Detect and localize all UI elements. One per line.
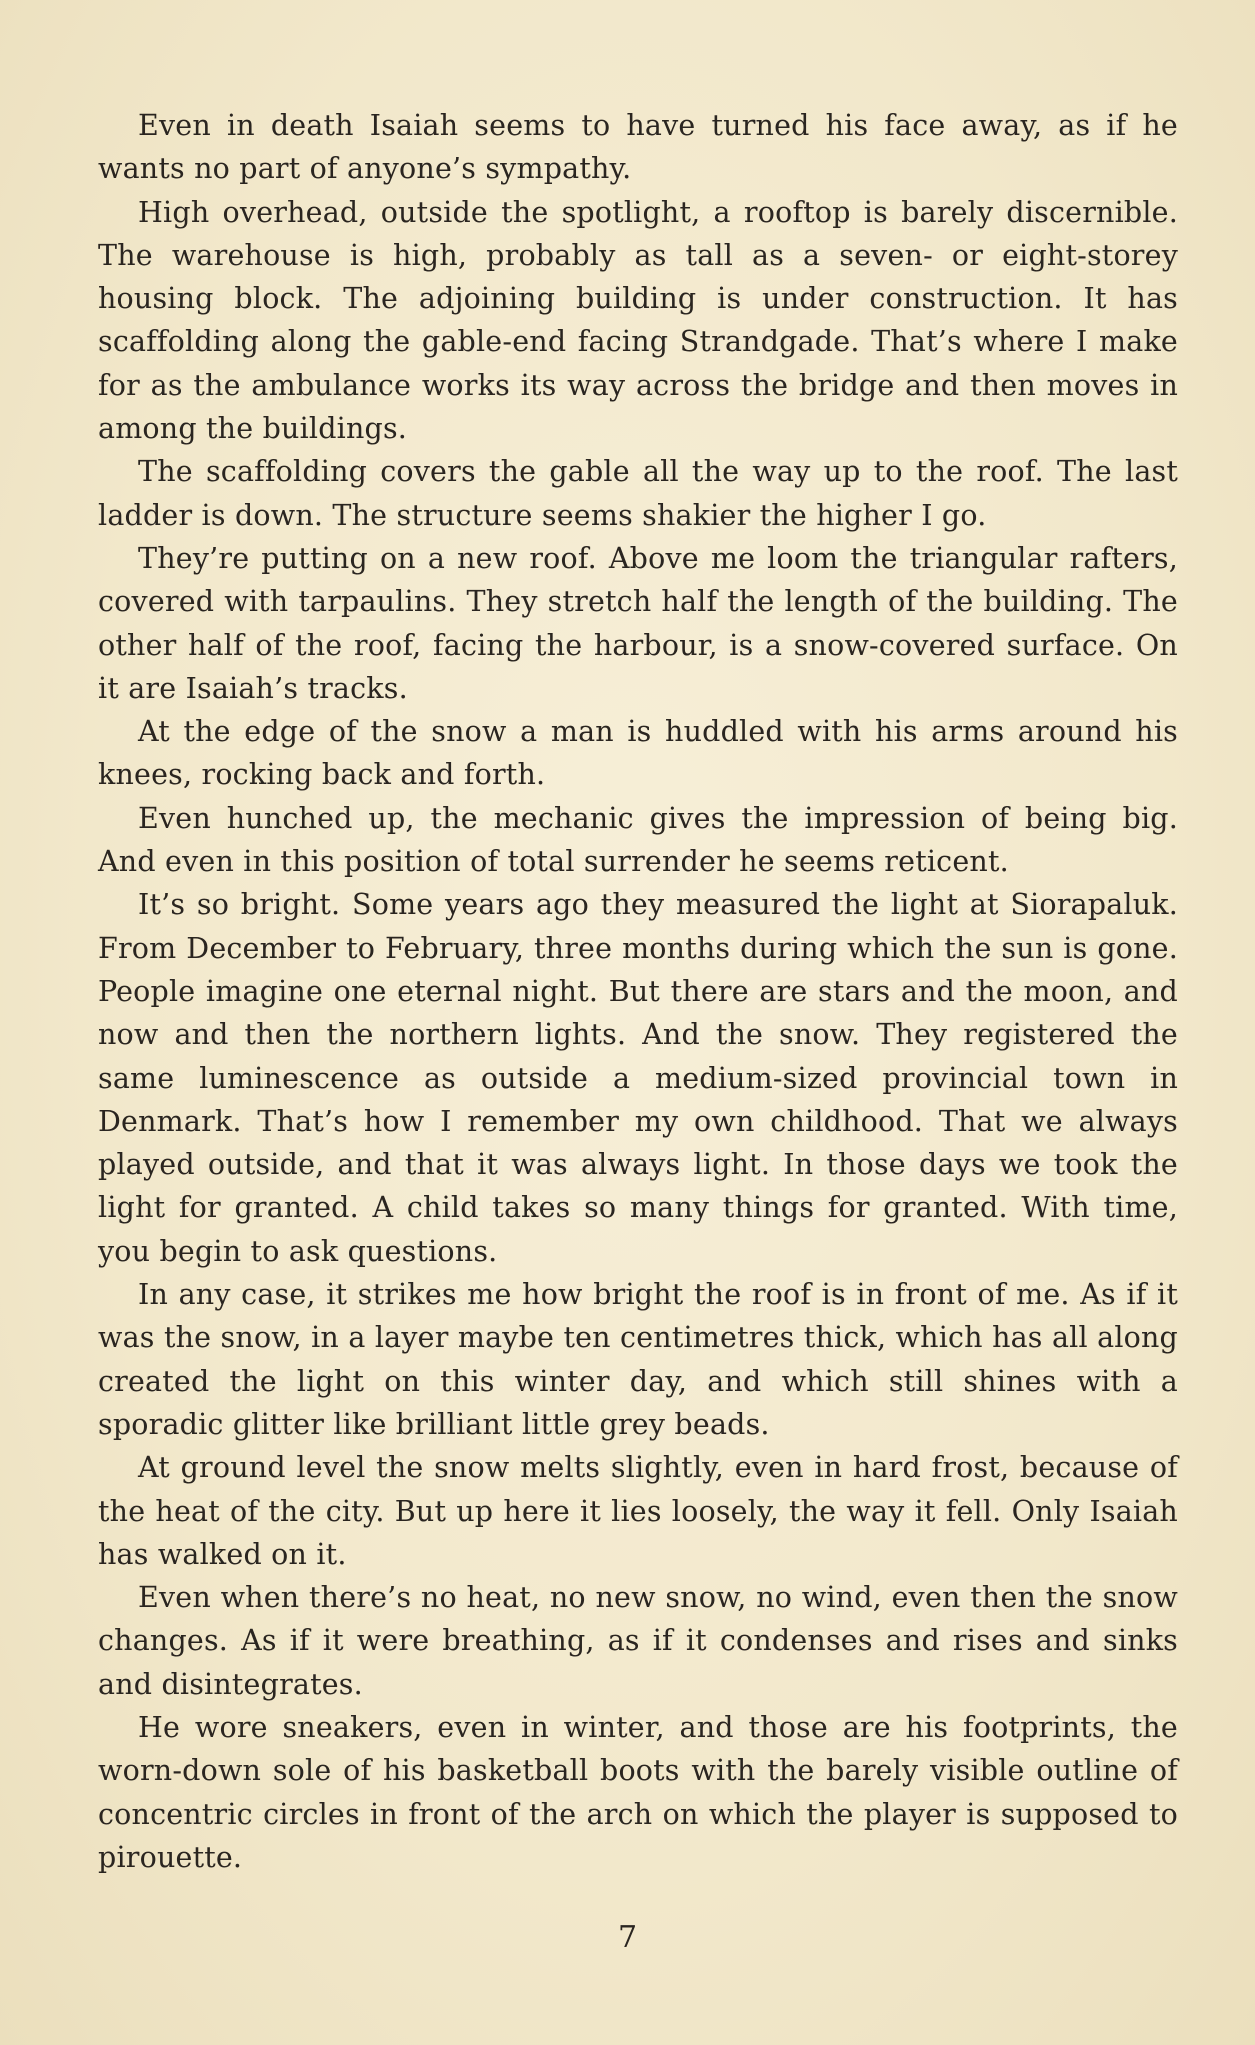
paragraph: At ground level the snow melts slightly, even in hard frost, because of the heat of the city. But up here it lies loosely, the way it fell. Only Isaiah has walked on it. <box>98 1451 1178 1571</box>
paragraph: Even when there’s no heat, no new snow, no wind, even then the snow changes. As if it were breathing, as if it condenses and rises and sinks and disintegrates. <box>98 1581 1178 1701</box>
paragraph: High overhead, outside the spotlight, a rooftop is barely discernible. The warehouse is high, probably as tall as a seven- or eight-storey housing block. The adjoining building is under construction. It has scaffolding along the gable-end facing Strandgade. That’s where I make for as the ambulance works its way across the bridge and then moves in among the buildings. <box>98 195 1178 446</box>
paragraph: In any case, it strikes me how bright the roof is in front of me. As if it was the snow, in a layer maybe ten centimetres thick, which has all along created the light on this winter day, and which still shines with a sporadic glitter like brilliant little grey beads. <box>98 1278 1178 1441</box>
paragraph: Even hunched up, the mechanic gives the impression of being big. And even in this position of total surrender he seems reticent. <box>98 801 1178 879</box>
body-text <box>98 104 1178 1879</box>
paragraph: It’s so bright. Some years ago they measured the light at Siorapaluk. From December to February, three months during which the sun is gone. People imagine one eternal night. But there are stars and the moon, and now and then the northern lights. And the snow. They registered the same luminescence as outside a medium-sized provincial town in Denmark. That’s how I remember my own childhood. That we always played outside, and that it was always light. In those days we took the light for granted. A child takes so many things for granted. With time, you begin to ask questions. <box>98 888 1178 1268</box>
paragraph: The scaffolding covers the gable all the way up to the roof. The last ladder is down. The structure seems shakier the higher I go. <box>98 455 1178 532</box>
paragraph: They’re putting on a new roof. Above me loom the triangular rafters, covered with tarpaulins. They stretch half the length of the building. The other half of the roof, facing the harbour, is a snow-covered surface. On it are Isaiah’s tracks. <box>98 541 1178 705</box>
page-number: 7 <box>617 1920 638 1955</box>
paragraph: He wore sneakers, even in winter, and those are his footprints, the worn-down sole of his basketball boots with the barely visible outline of concentric circles in front of the arch on which the player is supposed to pirouette. <box>98 1710 1178 1874</box>
paragraph: At the edge of the snow a man is huddled with his arms around his knees, rocking back and forth. <box>98 715 1178 792</box>
paragraph: Even in death Isaiah seems to have turned his face away, as if he wants no part of anyone’s sympathy. <box>98 109 1178 186</box>
